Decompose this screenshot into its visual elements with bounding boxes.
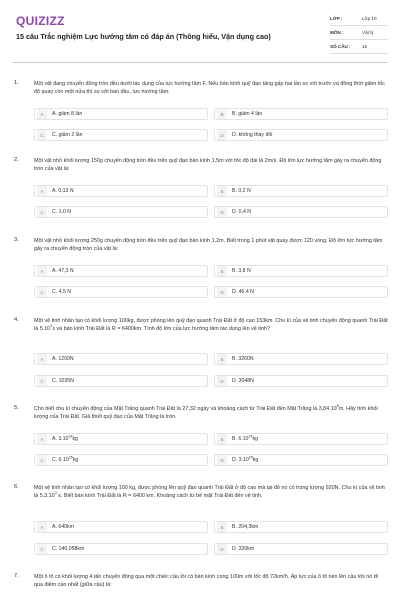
option-text xyxy=(52,436,78,442)
option-unit: kg xyxy=(72,436,78,442)
option-text: B. 204,3km xyxy=(232,524,259,530)
quizizz-logo: QUIZIZZ xyxy=(16,14,65,28)
page-header xyxy=(0,0,400,62)
option-text xyxy=(232,436,258,442)
option-letter: B xyxy=(217,434,227,444)
exponent: 3 xyxy=(54,491,57,496)
option-b[interactable] xyxy=(214,185,388,197)
option-d[interactable] xyxy=(214,286,388,298)
option-c[interactable] xyxy=(34,543,208,555)
option-b[interactable] xyxy=(214,108,388,120)
option-unit: kg xyxy=(252,457,259,463)
question-text-part: s. Biết bán kính Trái Đất là R = 6400 km. Khoảng cách từ bề mặt Trái Đất đến vệ tinh. xyxy=(56,493,263,500)
option-a[interactable] xyxy=(34,521,208,533)
option-text: D. 0,4 N xyxy=(232,209,252,215)
question-number: 6. xyxy=(14,484,19,490)
option-c[interactable] xyxy=(34,454,208,466)
option-letter: C xyxy=(37,544,47,554)
option-text: D. 3048N xyxy=(232,378,254,384)
option-c[interactable] xyxy=(34,129,208,141)
option-letter: B xyxy=(217,109,227,119)
option-letter: B xyxy=(217,266,227,276)
option-d[interactable] xyxy=(214,206,388,218)
question-text-part: Cho biết chu kì chuyển động của Mặt Trăng quanh Trái Đất là 27,32 ngày và khoảng cách từ Trái Đất đến Mặt Trăng là 3,84.10 xyxy=(34,406,337,412)
option-b[interactable] xyxy=(214,433,388,445)
meta-value: Lớp 10 xyxy=(362,16,377,21)
option-base: B. 6.10 xyxy=(232,436,249,442)
question-text-part: Một vệ tinh nhân tạo có khối lượng 100kg, được phóng lên quỹ đạo quanh Trái Đất ở độ cao 153km. Chu kì của vệ tinh chuyển động quanh Trái Đất là 5.10 xyxy=(34,318,388,333)
exponent: 24 xyxy=(68,434,73,439)
option-text xyxy=(52,457,78,463)
question-text-part: m. Hãy tính khối lượng của Trái Đất. Giả thiết quỹ đạo của Mặt Trăng là tròn. xyxy=(34,406,378,421)
option-text: B. giảm 4 lần xyxy=(232,111,263,117)
meta-box xyxy=(330,12,388,54)
option-b[interactable] xyxy=(214,353,388,365)
option-letter: C xyxy=(37,287,47,297)
option-c[interactable] xyxy=(34,206,208,218)
option-base: A. 3.10 xyxy=(52,436,69,442)
option-b[interactable] xyxy=(214,521,388,533)
option-letter: D xyxy=(217,287,227,297)
option-letter: D xyxy=(217,455,227,465)
option-letter: D xyxy=(217,130,227,140)
option-text: C. 1,0 N xyxy=(52,209,72,215)
exponent: 25 xyxy=(248,455,253,460)
question-number: 3. xyxy=(14,237,19,243)
option-base: C. 6.10 xyxy=(52,457,69,463)
option-d[interactable] xyxy=(214,375,388,387)
exponent: 8 xyxy=(336,404,339,409)
question-text-part: s và bán kính Trái Đất là R = 6400km. Tính độ lớn của lực hướng tâm tác dụng lên vệ tinh? xyxy=(52,326,270,333)
option-base: D. 3.10 xyxy=(232,457,249,463)
option-text: D. 46,4 N xyxy=(232,289,254,295)
option-letter: B xyxy=(217,186,227,196)
option-text: C. giảm 2 lần xyxy=(52,132,83,138)
header-divider xyxy=(12,62,388,63)
meta-label: LỚP : xyxy=(330,16,343,21)
option-text: C. 146,058km xyxy=(52,546,85,552)
meta-value: 15 xyxy=(362,44,368,49)
question-number: 5. xyxy=(14,405,19,411)
option-text: C. 1035N xyxy=(52,378,74,384)
option-b[interactable] xyxy=(214,265,388,277)
option-a[interactable] xyxy=(34,265,208,277)
option-letter: A xyxy=(37,186,47,196)
option-letter: C xyxy=(37,130,47,140)
option-d[interactable] xyxy=(214,543,388,555)
meta-label: MÔN : xyxy=(330,30,344,35)
meta-row-subject xyxy=(330,26,388,40)
option-letter: B xyxy=(217,522,227,532)
option-text: A. 47,3 N xyxy=(52,268,74,274)
meta-row-class xyxy=(330,12,388,26)
option-letter: B xyxy=(217,354,227,364)
option-letter: C xyxy=(37,455,47,465)
exponent: 24 xyxy=(248,434,253,439)
option-d[interactable] xyxy=(214,454,388,466)
question-text: Một vật nhỏ khối lượng 250g chuyển động tròn đều trên quỹ đạo bán kính 1,2m. Biết trong 1 phút vật quay được 120 vòng. Độ lớn lực hướng tâm gây ra chuyển động tròn của vật là: xyxy=(34,238,383,253)
question-number: 4. xyxy=(14,317,19,323)
option-text: D. 320km xyxy=(232,546,255,552)
option-letter: D xyxy=(217,376,227,386)
exponent: 3 xyxy=(50,324,53,329)
option-text xyxy=(232,457,258,463)
meta-row-count xyxy=(330,40,388,54)
option-unit: kg xyxy=(252,436,258,442)
option-a[interactable] xyxy=(34,433,208,445)
option-a[interactable] xyxy=(34,353,208,365)
option-c[interactable] xyxy=(34,286,208,298)
question-text xyxy=(34,405,388,422)
option-letter: A xyxy=(37,354,47,364)
option-unit: kg xyxy=(72,457,79,463)
question-text: Một vật đang chuyển động tròn đều dưới tác dụng của lực hướng tâm F. Nếu bán kính quỹ đạo tăng gấp hai lần so với trước và đồng thời giảm tốc độ quay còn một nửa thì so với ban đầu, lực hướng tâm: xyxy=(34,81,385,96)
option-text: A. giảm 8 lần xyxy=(52,111,83,117)
option-text: B. 3260N xyxy=(232,356,254,362)
option-letter: D xyxy=(217,544,227,554)
option-text: D. không thay đổi xyxy=(232,132,273,138)
question-text-part: Một vệ tinh nhân tạo có khối lượng 100 kg, được phóng lên quỹ đạo quanh Trái Đất ở độ cao mà tại đó nó có trọng lượng 920N. Chu kì của vệ tinh là 5,3.10 xyxy=(34,485,385,500)
option-letter: A xyxy=(37,266,47,276)
question-number: 1. xyxy=(14,80,19,86)
option-text: B. 0,2 N xyxy=(232,188,251,194)
question-number: 7. xyxy=(14,573,19,579)
option-text: A. 1200N xyxy=(52,356,74,362)
option-a[interactable] xyxy=(34,185,208,197)
meta-label: SỐ CÂU : xyxy=(330,44,351,49)
option-a[interactable] xyxy=(34,108,208,120)
meta-value: Vật lý xyxy=(362,30,374,35)
option-d[interactable] xyxy=(214,129,388,141)
option-text: C. 4,5 N xyxy=(52,289,72,295)
exponent: 25 xyxy=(68,455,73,460)
option-text: B. 3,8 N xyxy=(232,268,251,274)
option-text: A. 640km xyxy=(52,524,74,530)
option-c[interactable] xyxy=(34,375,208,387)
option-letter: A xyxy=(37,109,47,119)
option-letter: D xyxy=(217,207,227,217)
option-letter: A xyxy=(37,434,47,444)
option-letter: C xyxy=(37,376,47,386)
option-text: A. 0,13 N xyxy=(52,188,74,194)
option-letter: C xyxy=(37,207,47,217)
question-text xyxy=(34,484,388,501)
question-number: 2. xyxy=(14,157,19,163)
question-text: Một vật nhỏ khối lượng 150g chuyển động tròn đều trên quỹ đạo bán kính 1,5m với tốc độ dài là 2m/s. Độ lớn lực hướng tâm gây ra chuyển động tròn của vật là: xyxy=(34,158,382,173)
question-text xyxy=(34,317,388,334)
page-title: 15 câu Trắc nghiệm Lực hướng tâm có đáp án (Thông hiểu, Vận dụng cao) xyxy=(16,32,271,41)
option-letter: A xyxy=(37,522,47,532)
question-text: Một ô tô có khối lượng 4 tấn chuyển động qua một chiếc cầu lồi có bán kính cong 100m với tốc độ 72km/h. Áp lực của ô tô nén lên cầu khi nó đi qua điểm cao nhất (giữa cầu) là: xyxy=(34,574,378,589)
